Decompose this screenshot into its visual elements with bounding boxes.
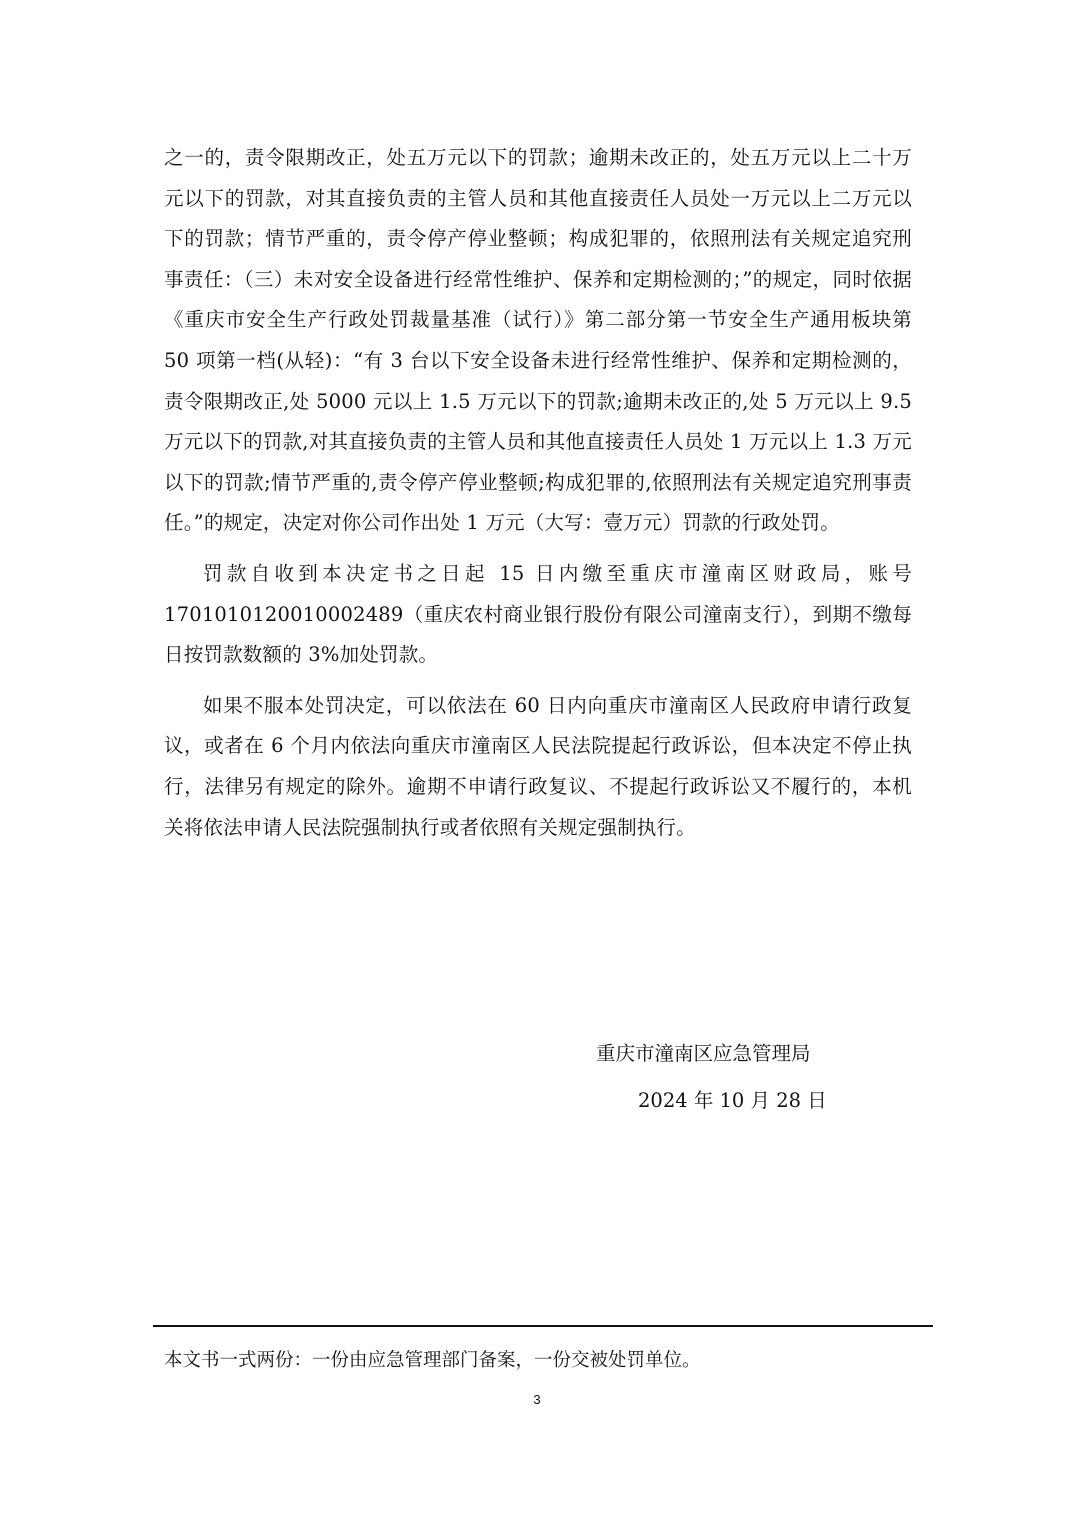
paragraph-payment-instructions: 罚款自收到本决定书之日起 15 日内缴至重庆市潼南区财政局，账号 1701010120010002489（重庆农村商业银行股份有限公司潼南支行），到期不缴每日按罚款数额的 3%加处罚款。 xyxy=(164,561,912,667)
paragraph-penalty-basis: 之一的，责令限期改正，处五万元以下的罚款；逾期未改正的，处五万元以上二十万元以下的罚款，对其直接负责的主管人员和其他直接责任人员处一万元以上二万元以下的罚款；情节严重的，责令停产停业整顿；构成犯罪的，依照刑法有关规定追究刑事责任：（三）未对安全设备进行经常性维护、保养和定期检测的；”的规定，同时依据《重庆市安全生产行政处罚裁量基准（试行）》第二部分第一节安全生产通用板块第 50 项第一档(从轻)：“有 3 台以下安全设备未进行经常性维护、保养和定期检测的，责令限期改正,处 5000 元以上 1.5 万元以下的罚款;逾期未改正的,处 5 万元以上 9.5 万元以下的罚款,对其直接负责的主管人员和其他直接责任人员处 1 万元以上 1.3 万元以下的罚款;情节严重的,责令停产停业整顿;构成犯罪的,依照刑法有关规定追究刑事责任。”的规定，决定对你公司作出处 1 万元（大写：壹万元）罚款的行政处罚。 xyxy=(164,146,912,535)
paragraph-appeal-rights: 如果不服本处罚决定，可以依法在 60 日内向重庆市潼南区人民政府申请行政复议，或者在 6 个月内依法向重庆市潼南区人民法院提起行政诉讼，但本决定不停止执行，法律另有规定的除外。逾期不申请行政复议、不提起行政诉讼又不履行的，本机关将依法申请人民法院强制执行或者依照有关规定强制执行。 xyxy=(164,693,912,839)
document-body xyxy=(164,138,912,858)
page-number: 3 xyxy=(533,1392,541,1407)
footer-divider xyxy=(153,1325,933,1327)
signature-date: 2024 年 10 月 28 日 xyxy=(638,1089,827,1112)
footer-note: 本文书一式两份：一份由应急管理部门备案，一份交被处罚单位。 xyxy=(164,1350,701,1371)
signature-organization: 重庆市潼南区应急管理局 xyxy=(596,1042,811,1065)
